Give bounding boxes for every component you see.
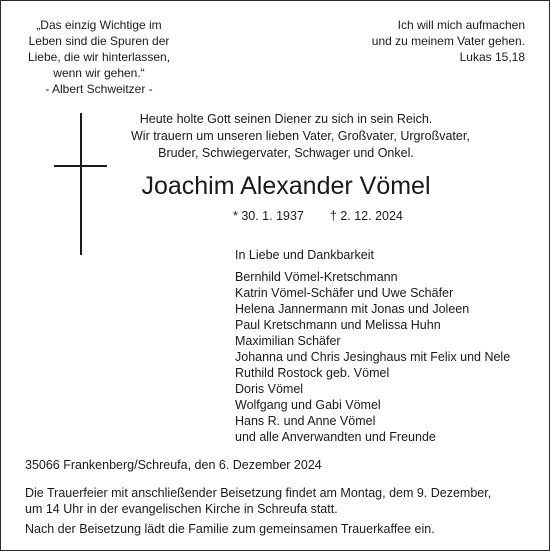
announcement-line: Heute holte Gott seinen Diener zu sich in sein Reich. — [139, 112, 433, 126]
quote-author: - Albert Schweitzer - — [45, 82, 153, 96]
life-dates — [233, 208, 403, 225]
mourner-entry: Bernhild Vömel-Kretschmann — [235, 270, 398, 284]
death-date: † 2. 12. 2024 — [329, 209, 403, 223]
quote-line: wenn wir gehen.“ — [53, 66, 145, 80]
mourner-entry: Maximilian Schäfer — [235, 334, 341, 348]
cross-horizontal-bar — [54, 165, 107, 167]
mourner-entry: Wolfgang und Gabi Vömel — [235, 398, 381, 412]
announcement-text — [131, 111, 470, 162]
mourner-entry: Hans R. und Anne Vömel — [235, 414, 376, 428]
deceased-name: Joachim Alexander Vömel — [141, 172, 431, 200]
quote-line: Liebe, die wir hinterlassen, — [27, 50, 171, 64]
service-line: um 14 Uhr in der evangelischen Kirche in Schreufa statt. — [25, 502, 338, 516]
mourners-list — [235, 247, 510, 445]
announcement-line: Wir trauern um unseren lieben Vater, Großvater, Urgroßvater, — [131, 129, 470, 143]
birth-date: * 30. 1. 1937 — [233, 209, 304, 223]
mourner-entry: Paul Kretschmann und Melissa Huhn — [235, 318, 441, 332]
verse-reference: Lukas 15,18 — [459, 50, 525, 64]
quote-line: Leben sind die Spuren der — [28, 34, 170, 48]
verse-line: und zu meinem Vater gehen. — [371, 34, 525, 48]
schweitzer-quote — [25, 17, 173, 97]
cross-vertical-bar — [80, 113, 82, 255]
mourners-heading: In Liebe und Dankbarkeit — [235, 248, 374, 262]
mourner-entry: Katrin Vömel-Schäfer und Uwe Schäfer — [235, 286, 454, 300]
mourner-entry: Doris Vömel — [235, 382, 304, 396]
mourner-entry: Johanna und Chris Jesinghaus mit Felix und Nele — [235, 350, 511, 364]
mourner-entry: Helena Jannermann mit Jonas und Joleen — [235, 302, 470, 316]
announcement-line: Bruder, Schwiegervater, Schwager und Onkel. — [158, 146, 414, 160]
verse-line: Ich will mich aufmachen — [397, 18, 525, 32]
place-and-date: 35066 Frankenberg/Schreufa, den 6. Dezember 2024 — [25, 458, 322, 472]
bible-verse — [345, 17, 525, 65]
quote-line: „Das einzig Wichtige im — [36, 18, 162, 32]
service-line: Die Trauerfeier mit anschließender Beisetzung findet am Montag, dem 9. Dezember, — [25, 486, 492, 500]
funeral-service-info — [25, 485, 535, 537]
mourner-entry: Ruthild Rostock geb. Vömel — [235, 366, 390, 380]
mourner-entry: und alle Anverwandten und Freunde — [235, 430, 436, 444]
service-line: Nach der Beisetzung lädt die Familie zum gemeinsamen Trauerkaffee ein. — [25, 522, 435, 536]
